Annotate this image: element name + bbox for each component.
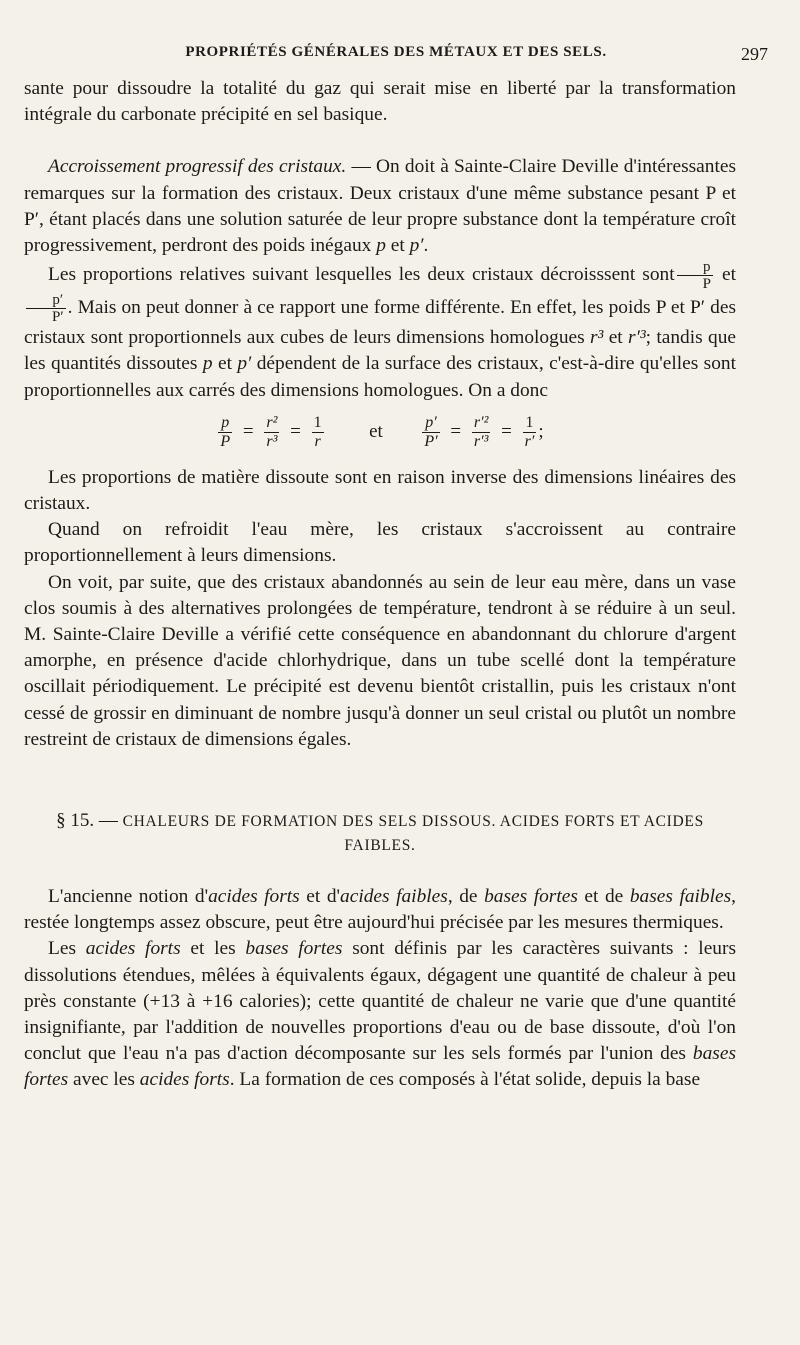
formula-fraction: $\frac{1}{r'}$	[524, 413, 535, 450]
spacer	[24, 753, 736, 809]
formula-ratios: $\frac{p}{P}$ = $\frac{\text{r²}}{\text{r³}}$ = $\frac{1}{r}$ et $\frac{p'}{P'}$ = $\frac{\text{r′²}}{\text{r′³}}$ = $\frac{1}{r'}$ ;	[220, 413, 544, 450]
formula-fraction: $\frac{\text{r²}}{\text{r³}}$	[266, 413, 278, 450]
section-heading: § 15. — CHALEURS DE FORMATION DES SELS DISSOUS. ACIDES FORTS ET ACIDES FAIBLES.	[56, 810, 704, 855]
paragraph-heading: Accroissement progressif des cristaux.	[48, 156, 347, 178]
running-title: PROPRIÉTÉS GÉNÉRALES DES MÉTAUX ET DES SELS.	[185, 44, 607, 60]
paragraph-strong-acids: Les acides forts et les bases fortes sont définis par les caractères suivants : leurs dissolutions étendues, mêlées à équivalents égaux, dégagent une quantité de chaleur à peu près constante (+13 à +16 calories); cette quantité de chaleur ne varie que d'une quantité insignifiante, par l'addition de nouvelles proportions d'eau ou de base dissoute, d'où l'on conclut que l'eau n'a pas d'action décomposante sur les sels formés par l'union des bases fortes avec les acides forts. La formation de ces composés à l'état solide, depuis la base	[24, 938, 736, 1091]
spacer	[24, 128, 736, 154]
spacer	[24, 858, 736, 884]
paragraph-experiment: On voit, par suite, que des cristaux abandonnés au sein de leur eau mère, dans un vase clos soumis à des alternatives prolongées de température, tendront à se réduire à un seul. M. Sainte-Claire Deville a vérifié cette conséquence en abandonnant du chlorure d'argent amorphe, en présence d'acide chlorhydrique, dans un tube scellé dont la température oscillait périodiquement. Le précipité est devenu bientôt cristallin, puis les cristaux n'ont cessé de grossir en diminuant de nombre jusqu'à donner un seul cristal ou plutôt un nombre restreint de cristaux de dimensions égales.	[24, 571, 736, 750]
paragraph-proportions: Les proportions relatives suivant lesquelles les deux cristaux décroisssent sont $\frac{p}{P}$ et $\frac{p'}{P'}$ . Mais on peut donner à ce rapport une forme différente. En effet, les poids P et P′ des cristaux sont proportionnels aux cubes de leurs dimensions homologues r³ et r′³; tandis que les quantités dissoutes p et p′ dépendent de la surface des cristaux, c'est-à-dire qu'elles sont proportionnelles aux carrés des dimensions homologues. On a donc	[24, 259, 737, 401]
paragraph-acids-bases-intro: L'ancienne notion d'acides forts et d'acides faibles, de bases fortes et de bases faibles, restée longtemps assez obscure, peut être aujourd'hui précisée par les mesures thermiques.	[24, 886, 737, 934]
formula-fraction: $\frac{\text{r′²}}{\text{r′³}}$	[473, 413, 489, 450]
paragraph-crystal-growth: Accroissement progressif des cristaux. — On doit à Sainte-Claire Deville d'intéressantes remarques sur la formation des cristaux. Deux cristaux d'une même substance pesant P et P′, étant placés dans une solution saturée de leur propre substance dont la température croît progressivement, perdront des poids inégaux p et p′.	[24, 156, 736, 257]
page-number: 297	[741, 44, 768, 64]
fraction-p-over-P: $\frac{p}{P}$	[677, 259, 713, 292]
paragraph-cooling: Quand on refroidit l'eau mère, les cristaux s'accroissent au contraire proportionnellement à leurs dimensions.	[24, 519, 736, 567]
formula-fraction: $\frac{p'}{P'}$	[424, 413, 438, 450]
fraction-p-prime-over-P-prime: $\frac{p'}{P'}$	[26, 292, 66, 325]
page-body	[24, 76, 736, 1094]
page-header	[24, 44, 768, 68]
formula-fraction: $\frac{p}{P}$	[220, 413, 231, 450]
formula-fraction: $\frac{1}{r}$	[313, 413, 322, 450]
paragraph-dissolved-matter: Les proportions de matière dissoute sont en raison inverse des dimensions linéaires des cristaux.	[24, 466, 736, 515]
paragraph-continuation: sante pour dissoudre la totalité du gaz qui serait mise en liberté par la transformation intégrale du carbonate précipité en sel basique.	[24, 78, 736, 126]
